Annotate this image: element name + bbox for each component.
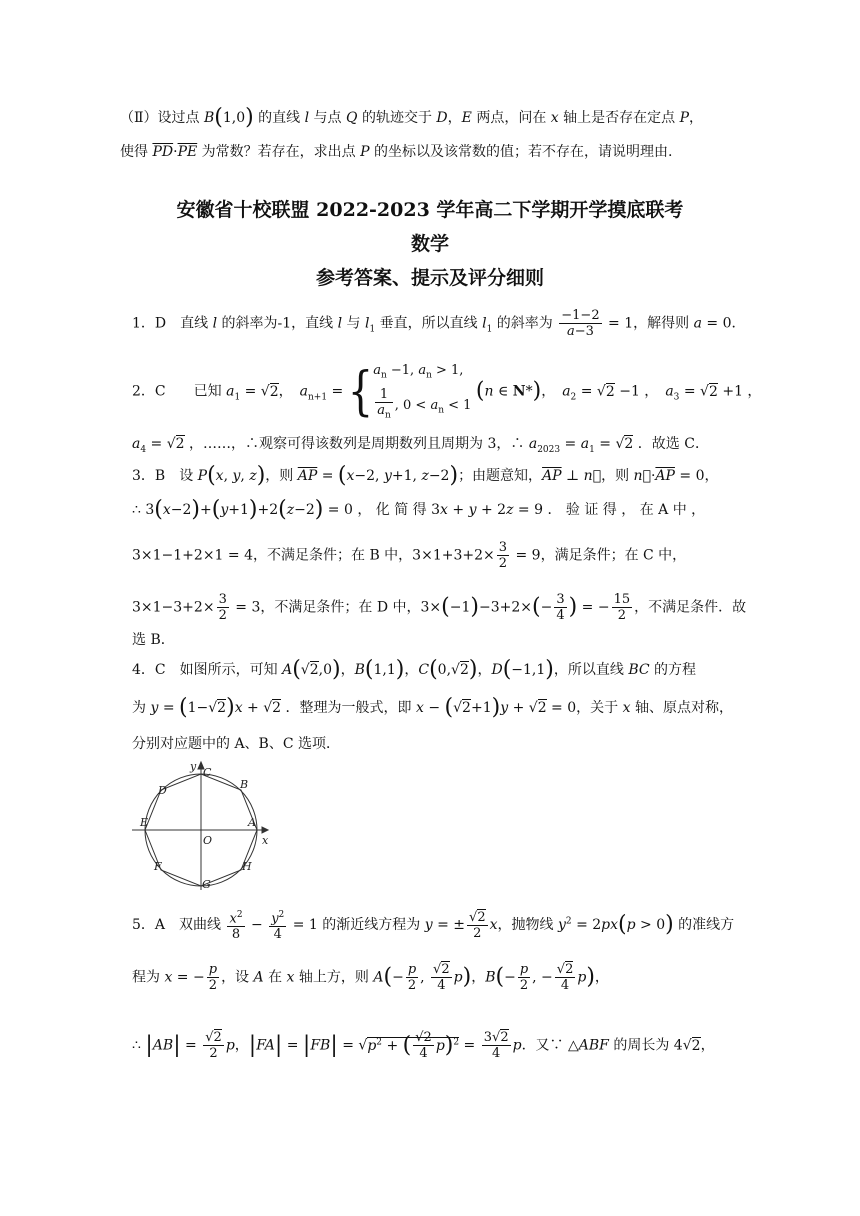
problem-2-line-2: 使得 $\overline{PD}\cdot\overline{PE}$ 为常数？若存在，求出点 P 的坐标以及该常数的值；若不存在，请说明理由.: [120, 144, 673, 160]
answer-5-line-1: 5．A 双曲线 $\frac{x^2}{8}$ − $\frac{y^2}{4}$ = 1 的渐近线方程为 y = ± $\frac{√2}{2}$ x，抛物线 $y^2 = 2px(p > 0)$ 的准线方: [132, 909, 735, 943]
answer-4-line-2: 为 y = (1−√2)x + √2 ．整理为一般式，即 x − (√2+1)y + √2 = 0，关于 x 轴、原点对称，: [132, 695, 733, 720]
answer-2-line-2: $a_4 = √2$ ，……，∴观察可得该数列是周期数列且周期为 3，∴ $a_{2023} = a_1 = √2$ ．故选 C．: [132, 436, 709, 455]
answer-5-line-3: ∴ |AB| = $\frac{√2}{2}$ p，$|FA| = |FB| = √p^2$ + ( $\frac{√2}{4}$ p)$^2$ = $\frac{3√2}{4}$ p．又∵ △ABF 的周长为 4√2，: [132, 1030, 715, 1061]
doc-title: 安徽省十校联盟 2022-2023 学年高二下学期开学摸底联考: [176, 199, 684, 221]
answer-3-line-2: ∴ 3(x−2)+(y+1)+2(z−2) = 0 ， 化 简 得 3x + y + 2z = 9 ． 验 证 得 ， 在 A 中 ，: [132, 497, 706, 522]
doc-subtitle: 参考答案、提示及评分细则: [315, 267, 544, 289]
axis-label-y: y: [190, 760, 197, 773]
answer-4-line-1: 4．C 如图所示，可知 A(√2,0)，B(1,1)，C(0,√2)，D(−1,1)，所以直线 BC 的方程: [132, 657, 697, 682]
answer-4-line-3: 分别对应题中的 A、B、C 选项．: [132, 736, 341, 752]
answer-3-line-3: 3×1−1+2×1 = 4，不满足条件；在 B 中，3×1+3+2× $\frac{3}{2}$ = 9，满足条件；在 C 中，: [132, 540, 687, 571]
point-d: D: [158, 784, 167, 797]
answer-3-line-4: 3×1−3+2× $\frac{3}{2}$ = 3，不满足条件；在 D 中，3×(−1)−3+2×(− $\frac{3}{4}$ ) = − $\frac{15}{2}$ ，不满足条件．故: [132, 592, 747, 623]
origin-label: O: [203, 834, 213, 847]
answer-5-line-2: 程为 x = − $\frac{p}{2}$ ，设 A 在 x 轴上方，则 A(− $\frac{p}{2}$ , $\frac{√2}{4}$ p)，B(− $\frac{p}{2}$ , − $\frac{√2}{4}$ p)，: [132, 962, 609, 993]
axis-label-x: x: [262, 834, 269, 847]
answer-3-line-1: 3．B 设 P(x, y, z)，则 $\overline{AP} = (x-2$, y+1, z−2)；由题意知，$\overline{AP}$ ⊥ n⃗，则 $n⃗\cdot\overline{AP} = 0$，: [132, 463, 719, 488]
point-c: C: [203, 766, 212, 779]
point-b: B: [240, 778, 249, 791]
point-a: A: [248, 816, 256, 829]
point-g: G: [202, 878, 211, 891]
point-e: E: [140, 816, 149, 829]
doc-subject: 数学: [410, 233, 449, 255]
answer-1: 1．D 直线 l 的斜率为-1，直线 l 与 $l_1$ 垂直，所以直线 $l_1$ 的斜率为 $\frac{-1-2}{a-3}$ = 1，解得则 a = 0．: [132, 308, 746, 339]
point-f: F: [154, 860, 162, 873]
octagon-circle-figure: [130, 758, 280, 894]
answer-3-line-5: 选 B．: [132, 632, 175, 648]
problem-2-line-1: （Ⅱ）设过点 B(1,0) 的直线 l 与点 Q 的轨迹交于 D，E 两点，问在 x 轴上是否存在定点 P，: [120, 105, 704, 130]
answer-2-line-1: 2．C 已知 $a_1 = √2$， $a_{n+1}$ = { $a_n -1$, $a_n > 1$, $\frac{1}{a_n}$ , $0 < a_n < 1$ (n ∈ N*)， $a_2 = √2 -1$ ， $a_3 = √2 +1$ ，: [132, 361, 762, 422]
point-h: H: [242, 860, 252, 873]
